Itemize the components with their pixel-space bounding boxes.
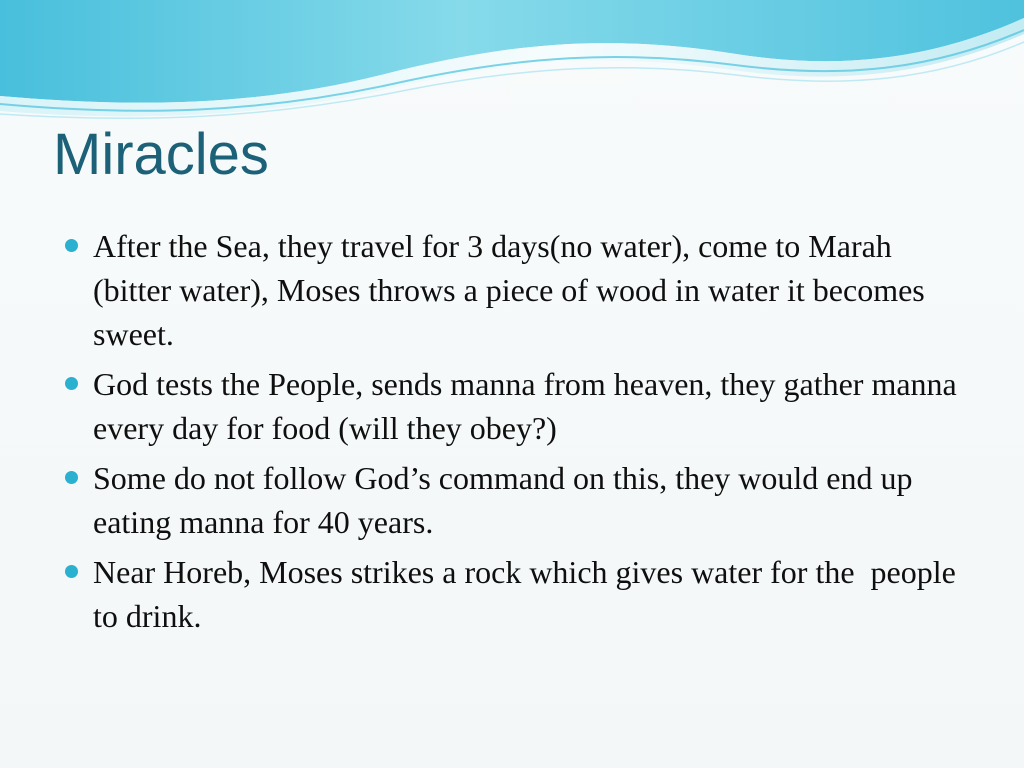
bullet-text: Some do not follow God’s command on this, they would end up eating manna for 40 years. xyxy=(93,460,921,540)
bullet-item xyxy=(62,550,967,638)
bullet-text: After the Sea, they travel for 3 days(no water), come to Marah (bitter water), Moses throws a piece of wood in water it becomes sweet. xyxy=(93,228,933,352)
bullet-marker-icon xyxy=(65,565,78,578)
bullet-item xyxy=(62,224,967,356)
bullet-text: God tests the People, sends manna from heaven, they gather manna every day for food (will they obey?) xyxy=(93,366,965,446)
bullet-item xyxy=(62,362,967,450)
decorative-wave-banner xyxy=(0,0,1024,120)
bullet-item xyxy=(62,456,967,544)
bullet-list xyxy=(62,224,967,644)
bullet-marker-icon xyxy=(65,239,78,252)
bullet-marker-icon xyxy=(65,377,78,390)
slide-title: Miracles xyxy=(53,122,269,187)
bullet-text: Near Horeb, Moses strikes a rock which gives water for the people to drink. xyxy=(93,554,964,634)
bullet-marker-icon xyxy=(65,471,78,484)
